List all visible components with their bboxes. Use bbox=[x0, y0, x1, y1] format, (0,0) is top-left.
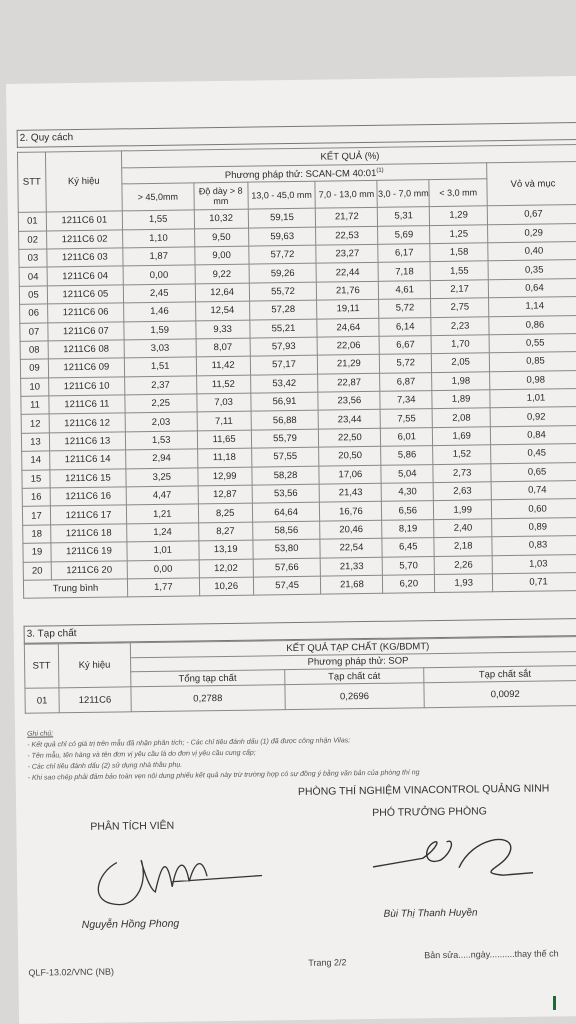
avg-cell: 1,93 bbox=[435, 574, 493, 593]
value-cell: 2,37 bbox=[124, 376, 196, 395]
col-kyhieu: Ký hiệu bbox=[45, 151, 122, 212]
avg-cell: 1,77 bbox=[127, 578, 199, 597]
value-cell: 7,34 bbox=[380, 391, 432, 410]
analyst-title: PHÂN TÍCH VIÊN bbox=[90, 819, 175, 833]
value-cell: 5,72 bbox=[379, 299, 431, 318]
value-cell: 57,72 bbox=[248, 245, 316, 264]
row-number: 18 bbox=[23, 525, 51, 544]
row-number: 01 bbox=[18, 212, 46, 231]
value-cell: 5,70 bbox=[383, 556, 435, 575]
value-cell: 21,43 bbox=[320, 483, 382, 502]
row-number: 15 bbox=[22, 470, 50, 489]
note-line: - Các chỉ tiêu đánh dấu (2) sử dụng nhà thầu phụ. bbox=[27, 761, 183, 771]
value-cell: 0,60 bbox=[491, 499, 576, 519]
value-cell: 21,33 bbox=[321, 557, 383, 576]
value-cell: 20,50 bbox=[319, 447, 381, 466]
value-cell: 1,58 bbox=[430, 243, 488, 262]
row-number: 06 bbox=[20, 304, 48, 323]
cell: 1211C6 bbox=[59, 687, 131, 713]
deputy-name: Bùi Thị Thanh Huyền bbox=[383, 907, 478, 920]
value-cell: 1,70 bbox=[431, 335, 489, 354]
value-cell: 0,89 bbox=[492, 517, 576, 537]
value-cell: 57,93 bbox=[250, 337, 318, 356]
value-cell: 22,54 bbox=[320, 538, 382, 557]
value-cell: 12,99 bbox=[198, 467, 252, 486]
result-header: KẾT QUẢ (%) bbox=[121, 145, 576, 168]
value-cell: 11,18 bbox=[197, 448, 251, 467]
value-cell: 9,50 bbox=[194, 228, 248, 247]
subcol-5: 3,0 - 7,0 mm bbox=[377, 180, 429, 208]
subcol-3: 13,0 - 45,0 mm bbox=[248, 181, 316, 209]
value-cell: 8,27 bbox=[198, 522, 252, 541]
value-cell: 56,91 bbox=[250, 392, 318, 411]
avg-cell: 57,45 bbox=[253, 576, 321, 595]
sample-code: 1211C6 07 bbox=[48, 321, 124, 340]
avg-cell: 0,71 bbox=[493, 572, 576, 592]
value-cell: 9,22 bbox=[195, 264, 249, 283]
value-cell: 58,28 bbox=[251, 466, 319, 485]
subcol-7: Vỏ và mục bbox=[487, 162, 576, 206]
sample-code: 1211C6 13 bbox=[49, 432, 125, 451]
value-cell: 23,27 bbox=[316, 244, 378, 263]
impurity-table bbox=[24, 636, 576, 714]
value-cell: 17,06 bbox=[319, 465, 381, 484]
sample-code: 1211C6 16 bbox=[50, 487, 126, 506]
sample-code: 1211C6 12 bbox=[49, 413, 125, 432]
value-cell: 1,69 bbox=[433, 427, 491, 446]
cell: 01 bbox=[25, 688, 59, 713]
value-cell: 0,92 bbox=[490, 407, 576, 427]
row-number: 04 bbox=[19, 267, 47, 286]
value-cell: 5,86 bbox=[381, 446, 433, 465]
value-cell: 64,64 bbox=[252, 503, 320, 522]
value-cell: 1,01 bbox=[127, 541, 199, 560]
value-cell: 2,08 bbox=[432, 408, 490, 427]
avg-cell: 21,68 bbox=[321, 575, 383, 594]
form-code: QLF-13.02/VNC (NB) bbox=[28, 966, 115, 978]
average-label: Trung bình bbox=[23, 579, 127, 599]
sample-code: 1211C6 20 bbox=[51, 560, 127, 579]
value-cell: 2,05 bbox=[432, 353, 490, 372]
value-cell: 22,87 bbox=[318, 373, 380, 392]
cell: 0,2788 bbox=[131, 685, 285, 712]
row-number: 16 bbox=[22, 488, 50, 507]
value-cell: 0,45 bbox=[491, 444, 576, 464]
value-cell: 2,45 bbox=[123, 284, 195, 303]
sample-code: 1211C6 05 bbox=[47, 285, 123, 304]
value-cell: 9,33 bbox=[196, 320, 250, 339]
value-cell: 21,76 bbox=[317, 281, 379, 300]
value-cell: 11,42 bbox=[196, 356, 250, 375]
value-cell: 21,72 bbox=[316, 207, 378, 226]
value-cell: 0,83 bbox=[492, 536, 576, 556]
value-cell: 2,23 bbox=[431, 316, 489, 335]
value-cell: 8,19 bbox=[382, 519, 434, 538]
value-cell: 0,40 bbox=[488, 241, 576, 261]
note-line: - Kết quả chỉ có giá trị trên mẫu đã nhận phân tích; - Các chỉ tiêu đánh dấu (1) đã được công nhận Vilas; bbox=[27, 737, 351, 749]
sample-code: 1211C6 03 bbox=[47, 248, 123, 267]
sample-code: 1211C6 06 bbox=[48, 303, 124, 322]
value-cell: 13,19 bbox=[199, 540, 253, 559]
row-number: 12 bbox=[21, 414, 49, 433]
value-cell: 1,21 bbox=[126, 504, 198, 523]
note-line: - Tên mẫu, tên hàng và tên đơn vị yêu cầu là do đơn vị yêu cầu cung cấp; bbox=[27, 749, 256, 760]
subcol-6: < 3,0 mm bbox=[429, 179, 487, 207]
value-cell: 6,14 bbox=[379, 317, 431, 336]
value-cell: 0,74 bbox=[491, 480, 576, 500]
value-cell: 0,55 bbox=[489, 333, 576, 353]
subcol-sand: Tạp chất cát bbox=[284, 668, 424, 685]
col-kyhieu: Ký hiệu bbox=[58, 643, 131, 688]
section-3-title: 3. Tạp chất bbox=[24, 618, 576, 644]
sample-code: 1211C6 15 bbox=[50, 468, 126, 487]
sample-code: 1211C6 04 bbox=[47, 266, 123, 285]
impurity-result-header: KẾT QUẢ TẠP CHẤT (KG/BDMT) bbox=[130, 636, 576, 657]
value-cell: 1,89 bbox=[432, 390, 490, 409]
section-2-title: 2. Quy cách bbox=[17, 122, 576, 148]
value-cell: 12,54 bbox=[195, 301, 249, 320]
value-cell: 0,67 bbox=[487, 205, 576, 225]
row-number: 02 bbox=[19, 230, 47, 249]
sample-code: 1211C6 01 bbox=[46, 211, 122, 230]
value-cell: 1,99 bbox=[434, 500, 492, 519]
value-cell: 7,18 bbox=[378, 262, 430, 281]
value-cell: 1,55 bbox=[430, 261, 488, 280]
value-cell: 22,44 bbox=[317, 263, 379, 282]
value-cell: 2,73 bbox=[433, 463, 491, 482]
value-cell: 57,55 bbox=[251, 447, 319, 466]
value-cell: 2,17 bbox=[431, 280, 489, 299]
value-cell: 1,53 bbox=[125, 431, 197, 450]
value-cell: 0,29 bbox=[488, 223, 576, 243]
value-cell: 2,75 bbox=[431, 298, 489, 317]
value-cell: 5,31 bbox=[378, 207, 430, 226]
value-cell: 23,44 bbox=[319, 410, 381, 429]
notes bbox=[27, 721, 576, 784]
sample-code: 1211C6 18 bbox=[51, 524, 127, 543]
test-method: Phương pháp thử: SCAN-CM 40:01$^{(1)}$ bbox=[122, 163, 487, 184]
sample-code: 1211C6 17 bbox=[50, 505, 126, 524]
edition-info: Bản sửa.....ngày..........thay thế ch bbox=[424, 948, 559, 961]
value-cell: 56,88 bbox=[251, 411, 319, 430]
value-cell: 1,10 bbox=[122, 228, 194, 247]
value-cell: 12,64 bbox=[195, 283, 249, 302]
col-stt: STT bbox=[17, 152, 46, 213]
value-cell: 7,11 bbox=[197, 412, 251, 431]
value-cell: 1,87 bbox=[123, 247, 195, 266]
value-cell: 1,46 bbox=[123, 302, 195, 321]
value-cell: 20,46 bbox=[320, 520, 382, 539]
value-cell: 8,25 bbox=[198, 504, 252, 523]
row-number: 10 bbox=[21, 378, 49, 397]
value-cell: 5,69 bbox=[378, 225, 430, 244]
row-number: 20 bbox=[23, 561, 51, 580]
value-cell: 10,32 bbox=[194, 209, 248, 228]
subcol-4: 7,0 - 13,0 mm bbox=[315, 180, 377, 208]
subcol-iron: Tạp chất sắt bbox=[424, 665, 576, 682]
row-number: 07 bbox=[20, 322, 48, 341]
value-cell: 6,01 bbox=[381, 427, 433, 446]
page-marker bbox=[553, 996, 556, 1010]
value-cell: 2,94 bbox=[125, 449, 197, 468]
lab-name: PHÒNG THÍ NGHIỆM VINACONTROL QUẢNG NINH bbox=[297, 782, 550, 798]
document-page bbox=[6, 76, 576, 1024]
value-cell: 4,47 bbox=[126, 486, 198, 505]
sample-code: 1211C6 11 bbox=[49, 395, 125, 414]
deputy-signature bbox=[362, 816, 573, 889]
value-cell: 0,85 bbox=[489, 352, 576, 372]
value-cell: 55,72 bbox=[249, 282, 317, 301]
row-number: 11 bbox=[21, 396, 49, 415]
value-cell: 4,30 bbox=[381, 483, 433, 502]
value-cell: 9,00 bbox=[195, 246, 249, 265]
sample-code: 1211C6 09 bbox=[48, 358, 124, 377]
value-cell: 0,64 bbox=[488, 278, 576, 298]
value-cell: 3,25 bbox=[126, 467, 198, 486]
specification-rows bbox=[18, 205, 576, 581]
row-number: 14 bbox=[22, 451, 50, 470]
value-cell: 2,63 bbox=[433, 482, 491, 501]
value-cell: 16,76 bbox=[320, 502, 382, 521]
value-cell: 22,50 bbox=[319, 428, 381, 447]
value-cell: 1,98 bbox=[432, 371, 490, 390]
value-cell: 6,56 bbox=[382, 501, 434, 520]
value-cell: 19,11 bbox=[317, 299, 379, 318]
value-cell: 2,40 bbox=[434, 519, 492, 538]
sample-code: 1211C6 19 bbox=[51, 542, 127, 561]
value-cell: 12,87 bbox=[198, 485, 252, 504]
specification-table bbox=[17, 144, 576, 599]
analyst-name: Nguyễn Hồng Phong bbox=[81, 917, 180, 932]
value-cell: 57,28 bbox=[249, 300, 317, 319]
value-cell: 1,51 bbox=[124, 357, 196, 376]
value-cell: 0,98 bbox=[490, 370, 576, 390]
value-cell: 11,52 bbox=[196, 375, 250, 394]
row-number: 05 bbox=[19, 286, 47, 305]
value-cell: 1,52 bbox=[433, 445, 491, 464]
row-number: 13 bbox=[21, 433, 49, 452]
row-number: 03 bbox=[19, 249, 47, 268]
value-cell: 7,55 bbox=[380, 409, 432, 428]
avg-cell: 6,20 bbox=[383, 575, 435, 594]
value-cell: 2,25 bbox=[125, 394, 197, 413]
value-cell: 0,86 bbox=[489, 315, 576, 335]
value-cell: 1,14 bbox=[489, 297, 576, 317]
deputy-title: PHÓ TRƯỞNG PHÒNG bbox=[372, 805, 487, 819]
subcol-2: Độ dày > 8 mm bbox=[194, 182, 248, 210]
value-cell: 6,17 bbox=[378, 244, 430, 263]
value-cell: 1,29 bbox=[430, 206, 488, 225]
avg-cell: 10,26 bbox=[199, 577, 253, 596]
value-cell: 1,24 bbox=[126, 523, 198, 542]
value-cell: 4,61 bbox=[379, 280, 431, 299]
value-cell: 22,53 bbox=[316, 226, 378, 245]
value-cell: 21,29 bbox=[318, 355, 380, 374]
notes-title: Ghi chú: bbox=[27, 730, 54, 738]
value-cell: 2,03 bbox=[125, 412, 197, 431]
value-cell: 57,17 bbox=[250, 355, 318, 374]
value-cell: 55,21 bbox=[249, 319, 317, 338]
value-cell: 53,42 bbox=[250, 374, 318, 393]
row-number: 19 bbox=[23, 543, 51, 562]
value-cell: 6,67 bbox=[379, 335, 431, 354]
value-cell: 6,87 bbox=[380, 372, 432, 391]
value-cell: 57,66 bbox=[253, 558, 321, 577]
subcol-1: > 45,0mm bbox=[122, 183, 194, 211]
value-cell: 59,63 bbox=[248, 227, 316, 246]
note-line: - Khi sao chép phải đảm bảo toàn vẹn nội dung phiếu kết quả này trừ trường hợp có sự đồng ý bằng văn bản của phòng thí ng bbox=[27, 769, 420, 782]
row-number: 17 bbox=[22, 506, 50, 525]
analyst-signature bbox=[77, 840, 278, 923]
value-cell: 12,02 bbox=[199, 559, 253, 578]
value-cell: 5,04 bbox=[381, 464, 433, 483]
value-cell: 6,45 bbox=[382, 538, 434, 557]
value-cell: 55,79 bbox=[251, 429, 319, 448]
value-cell: 0,65 bbox=[491, 462, 576, 482]
row-number: 08 bbox=[20, 341, 48, 360]
value-cell: 5,72 bbox=[380, 354, 432, 373]
subcol-total: Tổng tạp chất bbox=[131, 670, 285, 687]
sample-code: 1211C6 10 bbox=[49, 377, 125, 396]
value-cell: 0,00 bbox=[123, 265, 195, 284]
sample-code: 1211C6 08 bbox=[48, 340, 124, 359]
value-cell: 24,64 bbox=[317, 318, 379, 337]
value-cell: 7,03 bbox=[197, 393, 251, 412]
impurity-method: Phương pháp thử: SOP bbox=[130, 651, 576, 671]
value-cell: 1,01 bbox=[490, 389, 576, 409]
value-cell: 58,56 bbox=[252, 521, 320, 540]
col-stt: STT bbox=[24, 644, 59, 688]
value-cell: 0,35 bbox=[488, 260, 576, 280]
value-cell: 53,56 bbox=[252, 484, 320, 503]
value-cell: 53,80 bbox=[253, 539, 321, 558]
value-cell: 2,26 bbox=[434, 555, 492, 574]
sample-code: 1211C6 14 bbox=[50, 450, 126, 469]
value-cell: 1,55 bbox=[122, 210, 194, 229]
cell: 0,0092 bbox=[424, 680, 576, 707]
value-cell: 22,06 bbox=[318, 336, 380, 355]
value-cell: 0,84 bbox=[490, 425, 576, 445]
row-number: 09 bbox=[20, 359, 48, 378]
value-cell: 1,59 bbox=[124, 320, 196, 339]
value-cell: 59,15 bbox=[248, 208, 316, 227]
page-number: Trang 2/2 bbox=[308, 957, 347, 968]
value-cell: 23,56 bbox=[318, 391, 380, 410]
value-cell: 11,65 bbox=[197, 430, 251, 449]
sample-code: 1211C6 02 bbox=[47, 229, 123, 248]
value-cell: 3,03 bbox=[124, 339, 196, 358]
value-cell: 59,26 bbox=[249, 264, 317, 283]
value-cell: 8,07 bbox=[196, 338, 250, 357]
value-cell: 2,18 bbox=[434, 537, 492, 556]
cell: 0,2696 bbox=[284, 683, 424, 710]
value-cell: 0,00 bbox=[127, 559, 199, 578]
value-cell: 1,03 bbox=[492, 554, 576, 574]
value-cell: 1,25 bbox=[430, 224, 488, 243]
